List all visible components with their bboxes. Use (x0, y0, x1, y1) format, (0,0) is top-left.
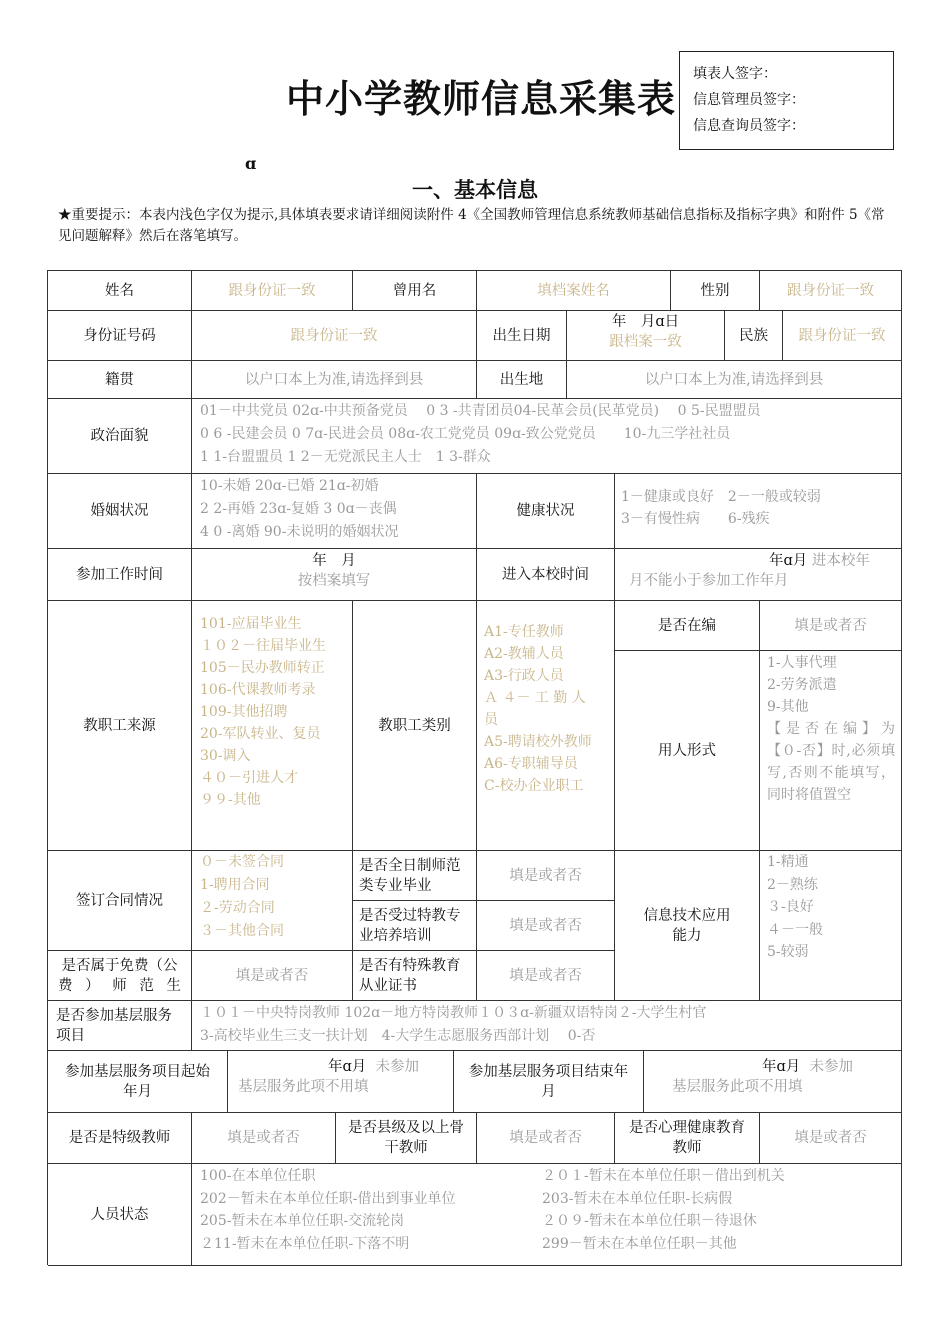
health-option-line: 1－健康或良好 2－一般或较弱 (621, 489, 821, 505)
grassroots-end-field[interactable] (644, 1051, 902, 1113)
grassroots-end-label: 参加基层服务项目结束年月 (454, 1051, 644, 1113)
id-number-label: 身份证号码 (48, 311, 192, 361)
ethnicity-field[interactable]: 跟身份证一致 (783, 311, 902, 361)
source-option: 106-代课教师考录 (200, 682, 316, 698)
special-training-label: 是否受过特教专业培养培训 (353, 901, 477, 951)
name-label: 姓名 (48, 271, 192, 311)
political-status-options[interactable] (192, 399, 902, 474)
contract-option: ２-劳动合同 (200, 900, 275, 916)
grassroots-start-field[interactable] (228, 1051, 454, 1113)
gender-label: 性别 (671, 271, 760, 311)
source-option: １０２－往届毕业生 (200, 638, 326, 654)
special-cert-label: 是否有特殊教育从业证书 (353, 951, 477, 1001)
source-option: 101-应届毕业生 (200, 616, 302, 632)
grassroots-end-value: 年ɑ月 (762, 1059, 801, 1075)
important-note: ★重要提示：本表内浅色字仅为提示,具体填表要求请详细阅读附件 4《全国教师管理信息系统教师基础信息指标及指标字典》和附件 5《常见问题解释》然后在落笔填写。 (58, 207, 885, 244)
source-option: 109-其他招聘 (200, 704, 288, 720)
marital-status-options[interactable] (192, 474, 477, 549)
staff-source-options[interactable] (192, 601, 353, 851)
staff-source-label: 教职工来源 (48, 601, 192, 851)
page-title: 中小学教师信息采集表 (286, 77, 677, 121)
grassroots-end-hint-2: 基层服务此项不用填 (672, 1079, 803, 1095)
marital-option-line: 2 2-再婚 23ɑ-复婚 3 0ɑ－丧偶 (200, 501, 397, 517)
school-entry-hint-1: 进本校年 (811, 553, 870, 569)
it-ability-options[interactable] (760, 851, 902, 1001)
grassroots-label: 是否参加基层服务项目 (48, 1001, 192, 1051)
work-start-value: 年 月 (312, 553, 356, 569)
political-option-line: 0 6 -民建会员 0 7ɑ-民进会员 08ɑ-农工党党员 09ɑ-致公党党员 10-九三学社社员 (200, 426, 731, 442)
backbone-teacher-field[interactable]: 填是或者否 (477, 1113, 615, 1164)
former-name-field[interactable]: 填档案姓名 (477, 271, 671, 311)
work-start-label: 参加工作时间 (48, 549, 192, 601)
birthplace-field[interactable]: 以户口本上为准,请选择到县 (567, 361, 902, 399)
status-option: 100-在本单位任职 (200, 1168, 316, 1184)
grassroots-option-line: １０１－中央特岗教师 102ɑ－地方特岗教师１０３ɑ-新疆双语特岗２-大学生村官 (200, 1005, 707, 1021)
contract-label: 签订合同情况 (48, 851, 192, 951)
former-name-label: 曾用名 (353, 271, 477, 311)
health-status-label: 健康状况 (477, 474, 615, 549)
signature-box (679, 51, 894, 150)
special-training-field[interactable]: 填是或者否 (477, 901, 615, 951)
normal-major-label: 是否全日制师范类专业毕业 (353, 851, 477, 901)
category-option: A5-聘请校外教师 (484, 734, 592, 750)
stray-mark: ɑ (245, 154, 257, 173)
birth-date-label: 出生日期 (477, 311, 567, 361)
grassroots-start-hint-1: 未参加 (375, 1059, 420, 1075)
birthplace-label: 出生地 (477, 361, 567, 399)
category-option: A6-专职辅导员 (484, 756, 578, 772)
grassroots-start-label: 参加基层服务项目起始年月 (48, 1051, 228, 1113)
staff-status-options[interactable] (192, 1164, 902, 1266)
in-staff-field[interactable]: 填是或者否 (760, 601, 902, 651)
employment-option: 9-其他 (767, 699, 809, 715)
health-status-options[interactable] (615, 474, 902, 549)
info-form-table (47, 270, 902, 1265)
it-ability-label: 信息技术应用能力 (615, 851, 760, 1001)
source-option: 20-军队转业、复员 (200, 726, 321, 742)
staff-category-label: 教职工类别 (353, 601, 477, 851)
birth-date-hint: 跟档案一致 (609, 334, 682, 350)
source-option: ９９-其他 (200, 792, 261, 808)
native-place-label: 籍贯 (48, 361, 192, 399)
marital-status-label: 婚姻状况 (48, 474, 192, 549)
status-option: ２０９-暂未在本单位任职－待退休 (542, 1213, 757, 1229)
employment-option: 2-劳务派遣 (767, 677, 837, 693)
staff-category-options[interactable] (477, 601, 615, 851)
political-status-label: 政治面貌 (48, 399, 192, 474)
free-normal-label (48, 951, 192, 1001)
category-option: C-校办企业职工 (484, 778, 584, 794)
grassroots-start-value: 年ɑ月 (328, 1059, 367, 1075)
source-option: 105－民办教师转正 (200, 660, 325, 676)
it-option: 1-精通 (767, 854, 809, 870)
political-option-line: 1 1-台盟盟员 1 2－无党派民主人士 1 3-群众 (200, 449, 491, 465)
contract-option: ０－未签合同 (200, 854, 284, 870)
employment-note: 【是否在编】为【０-否】时,必须填写,否则不能填写，同时将值置空 (767, 721, 895, 803)
birth-date-field[interactable] (567, 311, 725, 361)
ethnicity-label: 民族 (725, 311, 783, 361)
it-option: 5-较弱 (767, 944, 809, 960)
special-teacher-field[interactable]: 填是或者否 (192, 1113, 336, 1164)
staff-status-label: 人员状态 (48, 1164, 192, 1266)
psych-teacher-field[interactable]: 填是或者否 (760, 1113, 902, 1164)
category-option: Ａ ４－ 工 勤 人员 (484, 690, 586, 728)
in-staff-label: 是否在编 (615, 601, 760, 651)
employment-form-options[interactable] (760, 651, 902, 851)
grassroots-option-line: 3-高校毕业生三支一扶计划 4-大学生志愿服务西部计划 0-否 (200, 1028, 596, 1044)
free-normal-field[interactable]: 填是或者否 (192, 951, 353, 1001)
section-title: 一、基本信息 (412, 178, 538, 202)
id-number-field[interactable]: 跟身份证一致 (192, 311, 477, 361)
source-option: 30-调入 (200, 748, 251, 764)
source-option: ４０－引进人才 (200, 770, 298, 786)
status-option: 202－暂未在本单位任职-借出到事业单位 (200, 1190, 456, 1207)
special-cert-field[interactable]: 填是或者否 (477, 951, 615, 1001)
signature-manager[interactable]: 信息管理员签字： (693, 92, 805, 108)
category-option: A2-教辅人员 (484, 646, 564, 662)
free-normal-label-text: 是否属于免费（公费）师范生 (58, 957, 181, 994)
status-option: ２０１-暂未在本单位任职－借出到机关 (542, 1168, 785, 1184)
employment-option: 1-人事代理 (767, 655, 837, 671)
name-field[interactable]: 跟身份证一致 (192, 271, 353, 311)
contract-option: 1-聘用合同 (200, 877, 270, 893)
employment-form-label: 用人形式 (615, 651, 760, 851)
it-option: 2－熟练 (767, 876, 818, 893)
category-option: A3-行政人员 (484, 668, 564, 684)
birth-date-value: 年 月ɑ日 (611, 314, 680, 330)
normal-major-field[interactable]: 填是或者否 (477, 851, 615, 901)
work-start-hint: 按档案填写 (297, 573, 371, 589)
status-option: 299－暂未在本单位任职－其他 (542, 1235, 737, 1252)
it-option: ４－一般 (767, 921, 823, 938)
it-option: ３-良好 (767, 899, 814, 915)
signature-filler[interactable]: 填表人签字： (693, 66, 777, 82)
psych-teacher-label: 是否心理健康教育教师 (615, 1113, 760, 1164)
contract-options[interactable] (192, 851, 353, 951)
native-place-field[interactable]: 以户口本上为准,请选择到县 (192, 361, 477, 399)
status-option: ２11-暂未在本单位任职-下落不明 (200, 1235, 410, 1252)
school-entry-hint-2: 月不能小于参加工作年月 (629, 573, 789, 589)
backbone-teacher-label: 是否县级及以上骨干教师 (336, 1113, 477, 1164)
marital-option-line: 10-未婚 20ɑ-已婚 21ɑ-初婚 (200, 478, 379, 494)
grassroots-options[interactable] (192, 1001, 902, 1051)
school-entry-value: 年ɑ月 (769, 553, 808, 569)
school-entry-field[interactable] (615, 549, 902, 601)
status-option: 205-暂未在本单位任职-交流轮岗 (200, 1213, 405, 1229)
work-start-field[interactable] (192, 549, 477, 601)
grassroots-start-hint-2: 基层服务此项不用填 (238, 1079, 369, 1095)
marital-option-line: 4 0 -离婚 90-未说明的婚姻状况 (200, 524, 399, 540)
signature-query[interactable]: 信息查询员签字： (693, 118, 805, 134)
special-teacher-label: 是否是特级教师 (48, 1113, 192, 1164)
school-entry-label: 进入本校时间 (477, 549, 615, 601)
category-option: A1-专任教师 (484, 624, 564, 640)
grassroots-end-hint-1: 未参加 (809, 1059, 854, 1075)
health-option-line: 3－有慢性病 6-残疾 (621, 511, 770, 527)
status-option: 203-暂未在本单位任职-长病假 (542, 1190, 733, 1207)
contract-option: ３－其他合同 (200, 923, 284, 939)
gender-field[interactable]: 跟身份证一致 (760, 271, 902, 311)
political-option-line: 01－中共党员 02ɑ-中共预备党员 0 3 -共青团员04-民革会员(民革党员) 0 5-民盟盟员 (200, 403, 761, 419)
